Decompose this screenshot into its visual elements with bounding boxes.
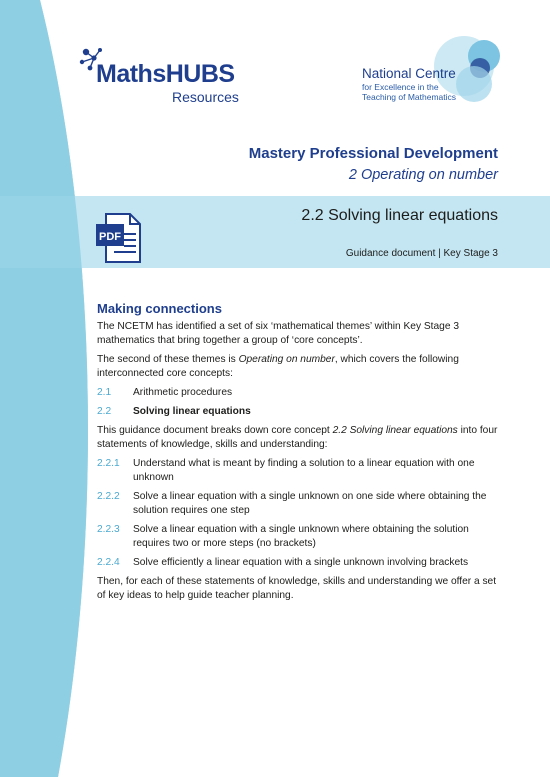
theme-paragraph-pre: The second of these themes is — [97, 354, 239, 365]
series-title: Mastery Professional Development — [248, 145, 498, 162]
list-item-number: 2.1 — [97, 387, 112, 398]
theme-paragraph-post: , which covers the following interconnected core concepts: — [97, 354, 459, 379]
maths-hubs-subtitle: Resources — [172, 89, 239, 105]
list-item-text: Arithmetic procedures — [133, 387, 233, 398]
breakdown-paragraph-pre: This guidance document breaks down core concept — [97, 425, 333, 436]
document-meta: Guidance document | Key Stage 3 — [345, 248, 498, 259]
list-item-text: Solve a linear equation with a single unknown on one side where obtaining the solution requires one step — [133, 491, 487, 516]
theme-paragraph — [97, 353, 507, 381]
list-item — [97, 523, 507, 551]
sidebar-overlay — [0, 0, 88, 777]
ncetm-title: National Centre — [362, 66, 456, 81]
list-item — [97, 405, 507, 419]
list-item-text: Solve a linear equation with a single unknown where obtaining the solution requires two or more steps (no brackets) — [133, 524, 469, 549]
list-item-text: Understand what is meant by finding a solution to a linear equation with one unknown — [133, 458, 475, 483]
list-item-number: 2.2.3 — [97, 524, 120, 535]
maths-hubs-brand: MathsHUBS — [96, 60, 235, 88]
pdf-file-icon — [94, 212, 142, 264]
list-item — [97, 556, 507, 570]
list-item — [97, 386, 507, 400]
section-heading: Making connections — [97, 301, 222, 316]
theme-title: 2 Operating on number — [348, 167, 498, 183]
list-item-text: Solve efficiently a linear equation with a single unknown involving brackets — [133, 557, 469, 568]
core-concept-emphasis: 2.2 Solving linear equations — [332, 425, 458, 436]
document-title: 2.2 Solving linear equations — [301, 207, 498, 224]
list-item — [97, 457, 507, 485]
list-item-number: 2.2.2 — [97, 491, 120, 502]
list-item-number: 2.2 — [97, 406, 112, 417]
breakdown-paragraph-post: into four statements of knowledge, skills and understanding: — [97, 425, 498, 450]
ncetm-subtitle-line-2: Teaching of Mathematics — [362, 92, 457, 102]
ncetm-subtitle — [362, 82, 456, 102]
main-content — [97, 302, 507, 608]
statements-list — [97, 457, 507, 570]
breakdown-paragraph — [97, 424, 507, 452]
closing-paragraph: Then, for each of these statements of knowledge, skills and understanding we offer a set of key ideas to help guide teacher planning. — [97, 576, 497, 601]
list-item-number: 2.2.1 — [97, 458, 120, 469]
intro-paragraph: The NCETM has identified a set of six ‘mathematical themes’ within Key Stage 3 mathematics that bring together a group of ‘core concepts’. — [97, 321, 460, 346]
ncetm-subtitle-line-1: for Excellence in the — [362, 82, 439, 92]
theme-name-emphasis: Operating on number — [238, 354, 335, 365]
pdf-icon-label: PDF — [99, 231, 121, 243]
list-item-text: Solving linear equations — [133, 406, 251, 417]
list-item — [97, 490, 507, 518]
list-item-number: 2.2.4 — [97, 557, 120, 568]
core-concepts-list — [97, 386, 507, 419]
